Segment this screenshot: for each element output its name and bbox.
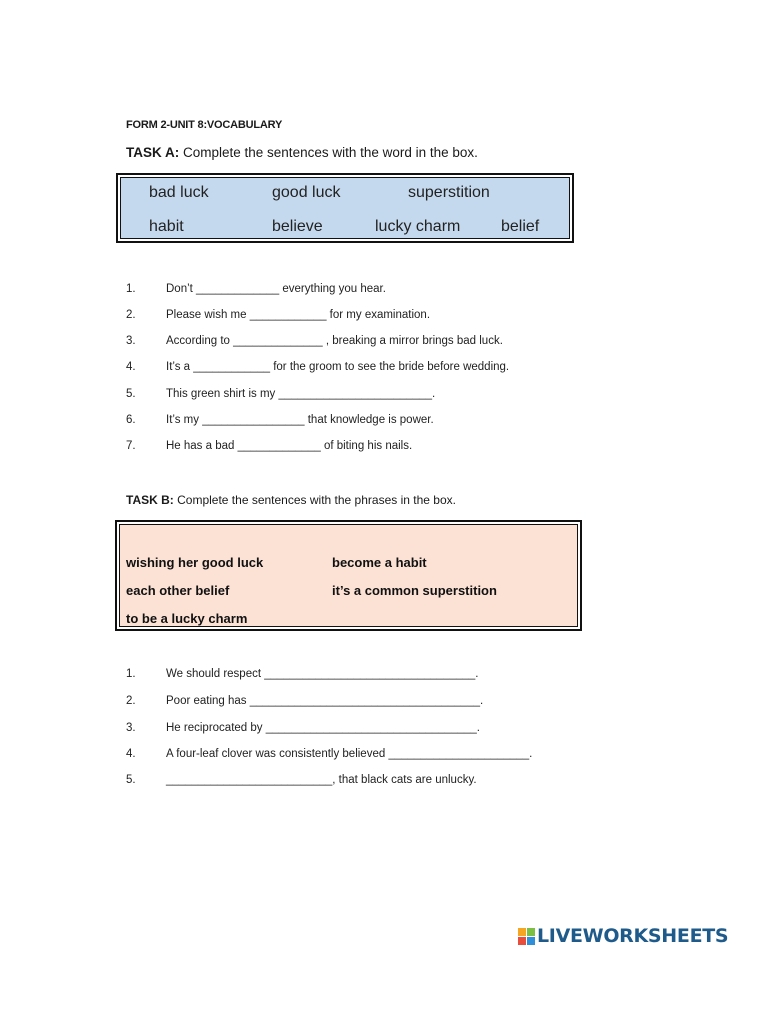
word-lucky-charm: lucky charm [375, 218, 461, 235]
question-number: 4. [126, 361, 136, 373]
word-superstition: superstition [408, 184, 490, 201]
question-text: __________________________, that black cats are unlucky. [166, 774, 477, 786]
phrase-box [115, 520, 582, 631]
phrase-each-other-belief: each other belief [126, 583, 230, 598]
word-bad-luck: bad luck [149, 184, 209, 201]
question-text: He reciprocated by _________________________________. [166, 722, 480, 734]
question-number: 1. [126, 283, 136, 295]
question-text: He has a bad _____________ of biting his nails. [166, 440, 413, 452]
question-number: 3. [126, 722, 136, 734]
word-box [116, 173, 574, 243]
question-text: A four-leaf clover was consistently believed ______________________. [166, 748, 533, 760]
logo-text: LIVEWORKSHEETS [537, 925, 729, 947]
liveworksheets-logo[interactable] [518, 924, 728, 948]
question-text: Please wish me ____________ for my examination. [166, 309, 431, 321]
liveworksheets-logo-icon [518, 928, 535, 945]
task-a-label: TASK A: [126, 145, 180, 160]
word-believe: believe [272, 218, 323, 235]
task-a-heading [126, 145, 478, 160]
question-number: 5. [126, 388, 136, 400]
question-number: 2. [126, 309, 136, 321]
question-text: Poor eating has ____________________________________. [166, 695, 484, 707]
question-text: Don’t _____________ everything you hear. [166, 283, 386, 295]
question-text: This green shirt is my ________________________. [166, 388, 436, 400]
word-habit: habit [149, 218, 184, 235]
phrase-wishing-her-good-luck: wishing her good luck [126, 555, 264, 570]
task-a-instruction: Complete the sentences with the word in the box. [179, 145, 478, 160]
question-number: 7. [126, 440, 136, 452]
task-b-label: TASK B: [126, 493, 174, 507]
question-text: It’s my ________________ that knowledge is power. [166, 414, 434, 426]
question-number: 4. [126, 748, 136, 760]
question-text: It’s a ____________ for the groom to see the bride before wedding. [166, 361, 510, 373]
phrase-become-a-habit: become a habit [332, 555, 427, 570]
question-text: According to ______________ , breaking a mirror brings bad luck. [166, 335, 503, 347]
word-good-luck: good luck [272, 184, 341, 201]
question-number: 5. [126, 774, 136, 786]
question-number: 6. [126, 414, 136, 426]
phrase-common-superstition: it’s a common superstition [332, 583, 497, 598]
form-title: FORM 2-UNIT 8:VOCABULARY [126, 119, 283, 131]
task-b-heading [126, 493, 456, 507]
task-b-instruction: Complete the sentences with the phrases in the box. [173, 493, 456, 507]
phrase-to-be-a-lucky-charm: to be a lucky charm [126, 611, 248, 626]
question-number: 1. [126, 668, 136, 680]
word-belief: belief [501, 218, 540, 235]
question-number: 3. [126, 335, 136, 347]
question-text: We should respect _________________________________. [166, 668, 479, 680]
question-number: 2. [126, 695, 136, 707]
